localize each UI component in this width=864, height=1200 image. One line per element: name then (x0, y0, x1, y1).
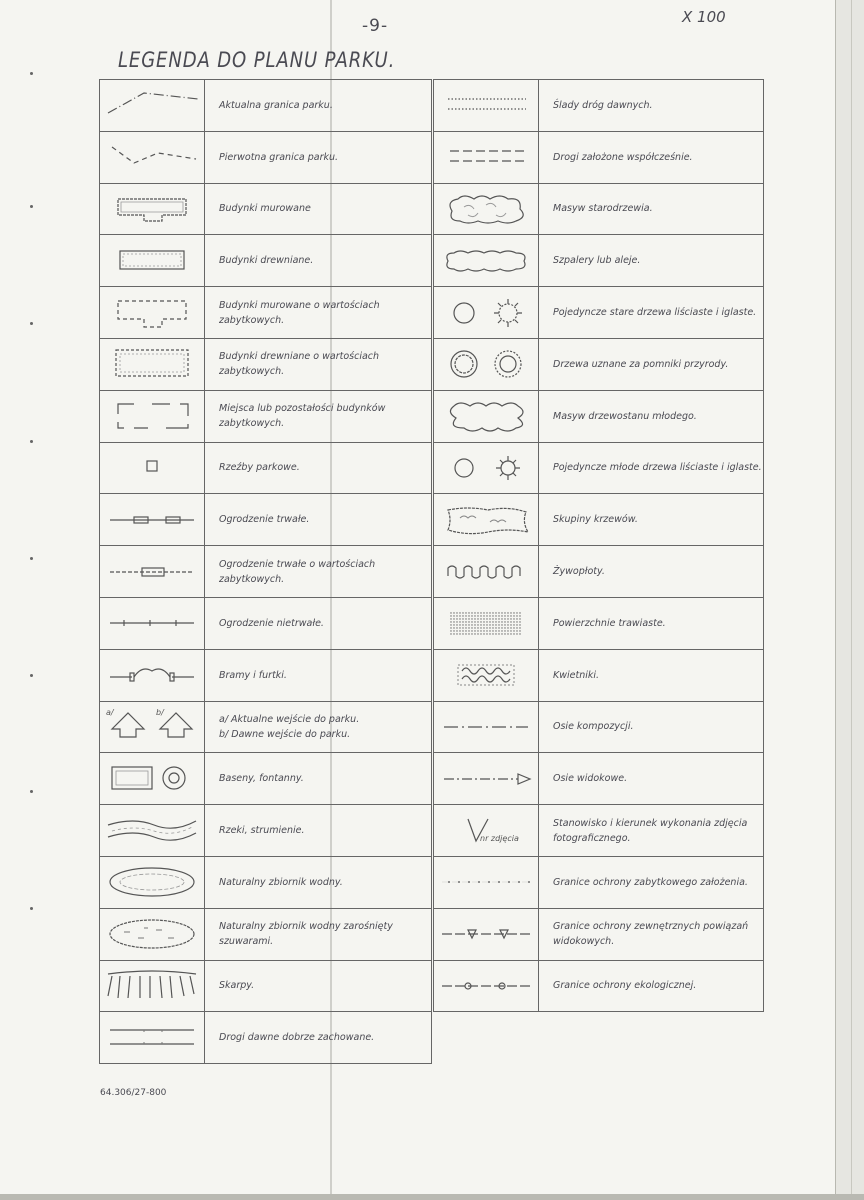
description-cell (205, 856, 432, 908)
original-boundary-icon (104, 137, 200, 177)
symbol-cell (100, 908, 205, 960)
punch-hole-dot (30, 72, 33, 75)
symbol-cell (434, 805, 539, 857)
legend-label: Kwietniki. (553, 669, 600, 681)
legend-row (100, 131, 432, 183)
legend-row (434, 649, 764, 701)
symbol-cell (100, 597, 205, 649)
symbol-cell (434, 960, 539, 1012)
description-cell (539, 546, 764, 598)
legend-label: Aktualna granica parku. (219, 99, 333, 111)
historic-fence-icon (104, 552, 200, 592)
symbol-cell (100, 649, 205, 701)
legend-label: Pierwotna granica parku. (219, 151, 339, 163)
legend-row (100, 442, 432, 494)
modern-road-icon (438, 137, 534, 177)
symbol-cell (100, 390, 205, 442)
masonry-building-icon (104, 189, 200, 229)
legend-row (100, 1012, 432, 1064)
legend-label: Budynki murowane o wartościach zabytkowych. (219, 299, 380, 326)
legend-row (434, 80, 764, 132)
legend-row (100, 960, 432, 1012)
description-cell (205, 287, 432, 339)
symbol-cell (434, 546, 539, 598)
symbol-cell (100, 701, 205, 753)
description-cell (539, 494, 764, 546)
legend-row (434, 338, 764, 390)
description-cell (539, 753, 764, 805)
legend-row (434, 856, 764, 908)
legend-row (434, 287, 764, 339)
description-cell (205, 131, 432, 183)
legend-row (100, 183, 432, 235)
legend-label: Rzeki, strumienie. (219, 825, 305, 837)
building-remains-icon (104, 396, 200, 436)
water-reservoir-icon (104, 862, 200, 902)
description-cell (539, 390, 764, 442)
legend-row (100, 753, 432, 805)
nature-monument-icon (438, 344, 534, 384)
legend-label: Drogi założone współcześnie. (553, 151, 693, 163)
temporary-fence-icon (104, 603, 200, 643)
symbol-cell (434, 856, 539, 908)
legend-label: Drogi dawne dobrze zachowane. (219, 1032, 375, 1044)
permanent-fence-icon (104, 500, 200, 540)
symbol-cell (100, 287, 205, 339)
symbol-cell (100, 338, 205, 390)
symbol-cell (100, 546, 205, 598)
legend-label: Szpalery lub aleje. (553, 255, 641, 267)
description-cell (205, 1012, 432, 1064)
description-cell (205, 908, 432, 960)
photo-number-text: nr zdjęcia (480, 833, 519, 843)
description-cell (539, 235, 764, 287)
symbol-cell (434, 390, 539, 442)
description-cell (205, 701, 432, 753)
old-road-traces-icon (438, 85, 534, 125)
legend-row (434, 805, 764, 857)
symbol-cell (100, 960, 205, 1012)
legend-label: Masyw drzewostanu młodego. (553, 410, 697, 422)
description-cell (539, 805, 764, 857)
legend-label: Osie widokowe. (553, 773, 628, 785)
symbol-cell (434, 131, 539, 183)
legend-label: Osie kompozycji. (553, 721, 634, 733)
legend-row (434, 235, 764, 287)
legend-label: Ogrodzenie trwałe. (219, 514, 310, 526)
monument-protection-boundary-icon (438, 862, 534, 902)
symbol-cell (434, 338, 539, 390)
description-cell (205, 442, 432, 494)
symbol-cell (434, 494, 539, 546)
symbol-cell (434, 597, 539, 649)
punch-hole-dot (30, 790, 33, 793)
description-cell (539, 856, 764, 908)
gate-icon (104, 655, 200, 695)
river-icon (104, 811, 200, 851)
flowerbed-icon (438, 655, 534, 695)
tree-row-icon (438, 241, 534, 281)
page-edge (835, 0, 864, 1200)
description-cell (205, 390, 432, 442)
photo-point-icon (438, 811, 534, 851)
legend-row (100, 805, 432, 857)
legend-label: Naturalny zbiornik wodny zarośnięty szuwarami. (219, 921, 393, 948)
symbol-cell (434, 80, 539, 132)
legend-row (434, 908, 764, 960)
symbol-cell (100, 856, 205, 908)
legend-row (100, 287, 432, 339)
lawn-icon (438, 603, 534, 643)
sculpture-icon (104, 448, 200, 488)
symbol-cell (100, 80, 205, 132)
legend-row (434, 701, 764, 753)
legend-label: Granice ochrony zabytkowego założenia. (553, 876, 748, 888)
symbol-cell (100, 442, 205, 494)
legend-label: Stanowisko i kierunek wykonania zdjęcia fotograficznego. (553, 817, 748, 844)
legend-label: Granice ochrony zewnętrznych powiązań widokowych. (553, 921, 749, 948)
description-cell (205, 805, 432, 857)
symbol-cell (434, 649, 539, 701)
description-cell (205, 960, 432, 1012)
legend-label: Żywopłoty. (553, 566, 605, 578)
punch-hole-dot (30, 440, 33, 443)
description-cell (205, 338, 432, 390)
symbol-cell (100, 183, 205, 235)
legend-row (100, 494, 432, 546)
archive-stamp: 64.306/27-800 (100, 1088, 167, 1098)
description-cell (539, 960, 764, 1012)
description-cell (205, 649, 432, 701)
legend-row (100, 856, 432, 908)
young-single-trees-icon (438, 448, 534, 488)
legend-label: Miejsca lub pozostałości budynków zabytkowych. (219, 403, 386, 430)
description-cell (205, 753, 432, 805)
legend-label: Ogrodzenie nietrwałe. (219, 617, 324, 629)
symbol-cell (100, 1012, 205, 1064)
legend-row (434, 960, 764, 1012)
legend-table-left (99, 79, 432, 1064)
symbol-cell (100, 753, 205, 805)
legend-label: Budynki drewniane o wartościach zabytkowych. (219, 351, 380, 378)
legend-label: Granice ochrony ekologicznej. (553, 980, 697, 992)
legend-row (434, 546, 764, 598)
legend-row (434, 753, 764, 805)
symbol-cell (100, 805, 205, 857)
legend-label: Masyw starodrzewia. (553, 203, 653, 215)
description-cell (205, 597, 432, 649)
symbol-cell (434, 235, 539, 287)
pool-fountain-icon (104, 759, 200, 799)
overgrown-reservoir-icon (104, 914, 200, 954)
legend-label: Rzeźby parkowe. (219, 462, 300, 474)
symbol-cell (434, 287, 539, 339)
legend-row (100, 80, 432, 132)
young-stand-icon (438, 396, 534, 436)
legend-label: b/ Dawne wejście do parku. (219, 728, 351, 740)
legend-row (434, 494, 764, 546)
legend-row (434, 390, 764, 442)
description-cell (539, 597, 764, 649)
legend-label: Skarpy. (219, 980, 255, 992)
legend-table-right (433, 79, 764, 1012)
symbol-cell (434, 183, 539, 235)
old-road-icon (104, 1018, 200, 1058)
description-cell (539, 80, 764, 132)
wooden-building-icon (104, 241, 200, 281)
view-axis-icon (438, 759, 534, 799)
ecological-protection-boundary-icon (438, 966, 534, 1006)
legend-row (100, 235, 432, 287)
description-cell (205, 183, 432, 235)
description-cell (539, 183, 764, 235)
legend-label: Baseny, fontanny. (219, 773, 304, 785)
symbol-cell (100, 131, 205, 183)
description-cell (539, 338, 764, 390)
old-stand-icon (438, 189, 534, 229)
punch-hole-dot (30, 557, 33, 560)
legend-row (100, 390, 432, 442)
page-edge-line (851, 0, 852, 1200)
legend-row (100, 908, 432, 960)
symbol-cell (100, 235, 205, 287)
legend-label: Pojedyncze młode drzewa liściaste i iglaste. (553, 462, 762, 474)
description-cell (205, 235, 432, 287)
description-cell (539, 649, 764, 701)
punch-hole-dot (30, 674, 33, 677)
historic-wooden-building-icon (104, 344, 200, 384)
legend-label: Bramy i furtki. (219, 669, 287, 681)
historic-masonry-building-icon (104, 293, 200, 333)
legend-label: Pojedyncze stare drzewa liściaste i iglaste. (553, 307, 757, 319)
actual-boundary-icon (104, 85, 200, 125)
punch-hole-dot (30, 322, 33, 325)
page-number: -9- (362, 16, 389, 36)
description-cell (205, 80, 432, 132)
legend-row (100, 649, 432, 701)
punch-hole-dot (30, 907, 33, 910)
legend-label: Skupiny krzewów. (553, 514, 638, 526)
description-cell (205, 546, 432, 598)
symbol-cell (434, 701, 539, 753)
legend-row (100, 701, 432, 753)
escarpment-icon (104, 966, 200, 1006)
legend-row (100, 597, 432, 649)
symbol-cell (434, 442, 539, 494)
legend-label: Budynki murowane (219, 203, 311, 215)
legend-label: Naturalny zbiornik wodny. (219, 876, 343, 888)
description-cell (539, 442, 764, 494)
corner-mark: X 100 (682, 8, 726, 26)
legend-row (434, 183, 764, 235)
view-protection-boundary-icon (438, 914, 534, 954)
svg-text:a/: a/ (106, 707, 114, 717)
svg-text:b/: b/ (156, 707, 164, 717)
legend-label: Ślady dróg dawnych. (553, 99, 653, 111)
symbol-cell (434, 753, 539, 805)
legend-title: LEGENDA DO PLANU PARKU. (118, 48, 396, 72)
legend-label: Powierzchnie trawiaste. (553, 617, 666, 629)
punch-hole-dot (30, 205, 33, 208)
entrance-arrows-icon (104, 707, 200, 747)
legend-row (100, 546, 432, 598)
legend-row (434, 442, 764, 494)
old-single-trees-icon (438, 293, 534, 333)
scan-bottom-edge (0, 1194, 864, 1200)
hedge-icon (438, 552, 534, 592)
symbol-cell (434, 908, 539, 960)
description-cell (539, 287, 764, 339)
legend-row (434, 131, 764, 183)
legend-label: Ogrodzenie trwałe o wartościach zabytkowych. (219, 558, 376, 585)
legend-label: a/ Aktualne wejście do parku. (219, 713, 360, 725)
shrub-group-icon (438, 500, 534, 540)
description-cell (205, 494, 432, 546)
legend-row (100, 338, 432, 390)
description-cell (539, 701, 764, 753)
description-cell (539, 131, 764, 183)
symbol-cell (100, 494, 205, 546)
composition-axis-icon (438, 707, 534, 747)
legend-row (434, 597, 764, 649)
legend-label: Budynki drewniane. (219, 255, 314, 267)
description-cell (539, 908, 764, 960)
legend-label: Drzewa uznane za pomniki przyrody. (553, 358, 729, 370)
